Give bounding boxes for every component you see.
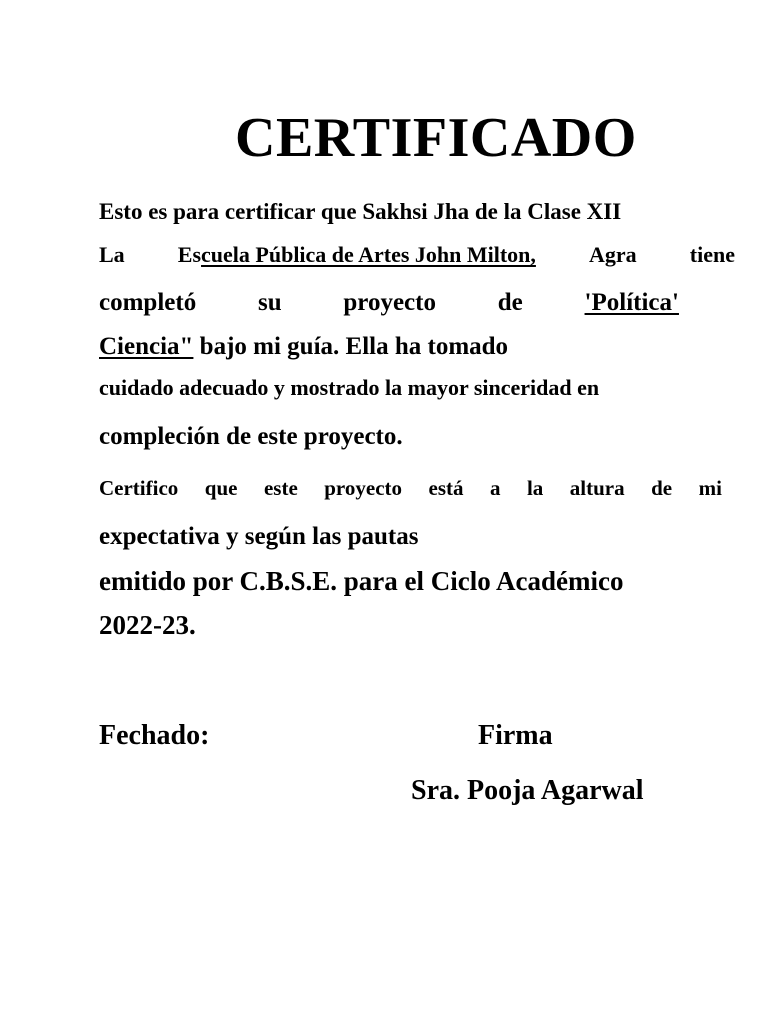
certificate-title: CERTIFICADO: [235, 107, 637, 169]
word: mi: [698, 476, 722, 500]
word: completó: [99, 289, 197, 316]
certificate-line-1: Esto es para certificar que Sakhsi Jha de la Clase XII: [99, 199, 622, 224]
word: altura: [569, 476, 625, 500]
word: tiene: [689, 242, 735, 267]
certificate-line-10: 2022-23.: [99, 610, 196, 640]
word: de: [651, 476, 673, 500]
word: de: [497, 289, 523, 316]
signature-label: Firma: [478, 720, 553, 751]
signatory-name: Sra. Pooja Agarwal: [411, 775, 644, 806]
certificate-line-8: expectativa y según las pautas: [99, 523, 419, 550]
project-subject-part1: 'Política': [584, 289, 679, 316]
word: proyecto: [324, 476, 403, 500]
word: a: [489, 476, 501, 500]
certificate-line-9: emitido por C.B.S.E. para el Ciclo Académico: [99, 566, 624, 596]
word: Agra: [589, 242, 637, 267]
certificate-line-3: [99, 290, 679, 315]
school-name: Escuela Pública de Artes John Milton,: [177, 242, 536, 267]
word: que: [204, 476, 238, 500]
line-4-rest: bajo mi guía. Ella ha tomado: [193, 333, 509, 360]
word: este: [263, 476, 298, 500]
word: La: [99, 242, 125, 267]
certificate-line-7: [99, 478, 722, 499]
word: Certifico: [99, 476, 179, 500]
certificate-line-2: [99, 244, 735, 266]
school-name-underlined: cuela Pública de Artes John Milton,: [201, 242, 536, 267]
certificate-line-6: compleción de este proyecto.: [99, 423, 403, 450]
certificate-line-5: cuidado adecuado y mostrado la mayor sinceridad en: [99, 375, 600, 400]
word: la: [526, 476, 544, 500]
word: su: [257, 289, 282, 316]
project-subject-part2: Ciencia": [99, 333, 194, 360]
word: está: [428, 476, 464, 500]
dated-label: Fechado:: [99, 720, 210, 751]
certificate-line-4: [99, 334, 508, 359]
word: proyecto: [343, 289, 436, 316]
